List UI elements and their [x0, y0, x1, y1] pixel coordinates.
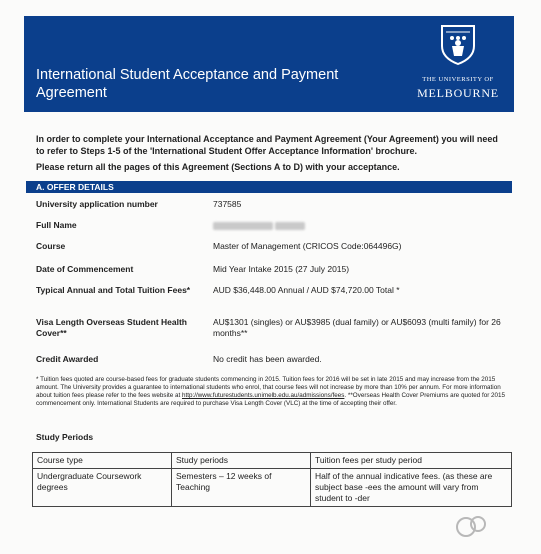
university-logo: [412, 24, 504, 108]
study-periods-heading: Study Periods: [36, 432, 94, 442]
course-label: Course: [36, 241, 66, 251]
table-row: [33, 469, 512, 507]
table-cell: Semesters – 12 weeks of Teaching: [172, 469, 311, 507]
title-line-1: International Student Acceptance and Payment: [36, 67, 339, 83]
application-number-label: University application number: [36, 199, 158, 209]
redacted-name-part: [275, 222, 305, 230]
title-line-2: Agreement: [36, 85, 107, 101]
university-small-text: THE UNIVERSITY OF: [422, 76, 494, 83]
full-name-value: [213, 220, 513, 231]
table-header-cell: Course type: [33, 453, 172, 469]
full-name-label: Full Name: [36, 220, 77, 230]
footnote-text: * Tuition fees quoted are course-based fees for graduate students commencing in 2015. Tuition fees for 2016 will be set in late 2015 and may increase from the 2015 amount. The University provides a guarantee to international students who enrol, that course fees will not increase by more than 10% per annum. For more information about tuition fees please refer to the fees website at: [36, 376, 501, 399]
section-a-header: A. OFFER DETAILS: [26, 181, 512, 193]
return-instructions: Please return all the pages of this Agreement (Sections A to D) with your acceptance.: [36, 162, 400, 172]
watermark-icon: [452, 512, 512, 542]
health-cover-value: AU$1301 (singles) or AU$3985 (dual family) or AU$6093 (multi family) for 26 months**: [213, 317, 501, 338]
table-header-cell: Study periods: [172, 453, 311, 469]
tuition-fees-label: Typical Annual and Total Tuition Fees*: [36, 285, 191, 295]
header-banner: [24, 16, 514, 112]
redacted-name: [213, 222, 273, 230]
application-number-value: 737585: [213, 199, 242, 209]
footnote-text-after: . **Overseas Health Cover Premiums are quoted for 2015 commencement only. International Students are required to purchase Visa Length Cover (VLC) at the time of accepting their offer.: [36, 392, 506, 407]
table-cell: Undergraduate Coursework degrees: [33, 469, 172, 507]
study-periods-table: [32, 452, 512, 507]
credit-awarded-value: No credit has been awarded.: [213, 354, 322, 364]
table-header-cell: Tuition fees per study period: [311, 453, 512, 469]
credit-awarded-label: Credit Awarded: [36, 354, 99, 364]
tuition-fees-value: AUD $36,448.00 Annual / AUD $74,720.00 Total *: [213, 285, 400, 295]
course-value: Master of Management (CRICOS Code:064496G): [213, 241, 402, 251]
university-name: MELBOURNE: [417, 86, 499, 100]
document-title: [36, 66, 366, 102]
commencement-label: Date of Commencement: [36, 264, 134, 274]
intro-paragraph: In order to complete your International Acceptance and Payment Agreement (Your Agreement) you will need to refer to Steps 1-5 of the 'International Student Offer Acceptance Information' brochure.: [36, 134, 498, 156]
crest-icon: [440, 24, 476, 66]
table-cell: Half of the annual indicative fees. (as these are subject base -ees the amount will vary from student to -der: [311, 469, 512, 507]
commencement-value: Mid Year Intake 2015 (27 July 2015): [213, 264, 350, 274]
health-cover-label: Visa Length Overseas Student Health Cover**: [36, 317, 187, 338]
table-header-row: [33, 453, 512, 469]
fees-website-link[interactable]: http://www.futurestudents.unimelb.edu.au/admissions/fees: [181, 392, 345, 399]
fees-footnote: [36, 376, 506, 408]
